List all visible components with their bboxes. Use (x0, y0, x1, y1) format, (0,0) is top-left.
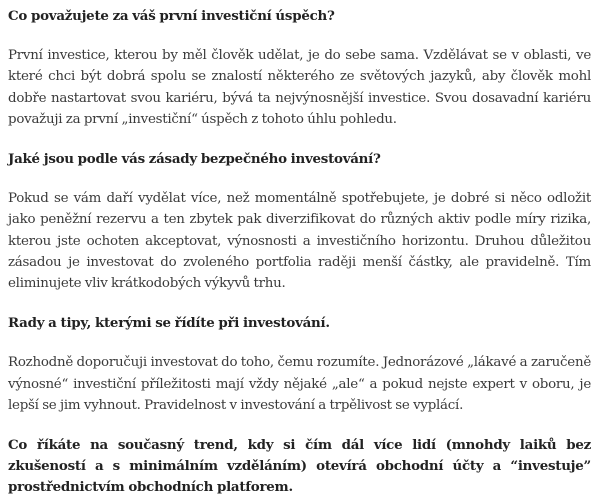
question-heading: Jaké jsou podle vás zásady bezpečného investování? (8, 151, 381, 168)
question-heading: Co říkáte na současný trend, kdy si čím dál více lidí (mnohdy laiků bez zkušeností a s minimálním vzděláním) otevírá obchodní účty a “investuje” prostřednictvím obchodních platforem. (8, 437, 591, 496)
answer-paragraph: Rozhodně doporučuji investovat do toho, čemu rozumíte. Jednorázové „lákavé a zaručeně výnosné“ investiční příležitosti mají vždy nějaké „ale“ a pokud nejste expert v oboru, je lepší se jim vyhnout. Pravidelnost v investování a trpělivost se vyplácí. (8, 355, 591, 413)
question-heading: Co považujete za váš první investiční úspěch? (8, 8, 335, 24)
answer-paragraph: První investice, kterou by měl člověk udělat, je do sebe sama. Vzdělávat se v oblasti, ve které chci být dobrá spolu se znalostí některého ze světových jazyků, aby člověk mohl dobře nastartovat svou kariéru, bývá ta nejvýnosnější investice. Svou dosavadní kariéru považuji za první „investiční“ úspěch z tohoto úhlu pohledu. (8, 48, 591, 127)
answer-paragraph: Pokud se vám daří vydělat více, než momentálně spotřebujete, je dobré si něco odložit jako peněžní rezervu a ten zbytek pak diverzifikovat do různých aktiv podle míry rizika, kterou jste ochoten akceptovat, výnosnosti a investičního horizontu. Druhou důležitou zásadou je investovat do zvoleného portfolia raději menší částky, ale pravidelně. Tím eliminujete vliv krátkodobých výkyvů trhu. (8, 191, 591, 292)
question-heading: Rady a tipy, kterými se řídíte při investování. (8, 315, 330, 332)
